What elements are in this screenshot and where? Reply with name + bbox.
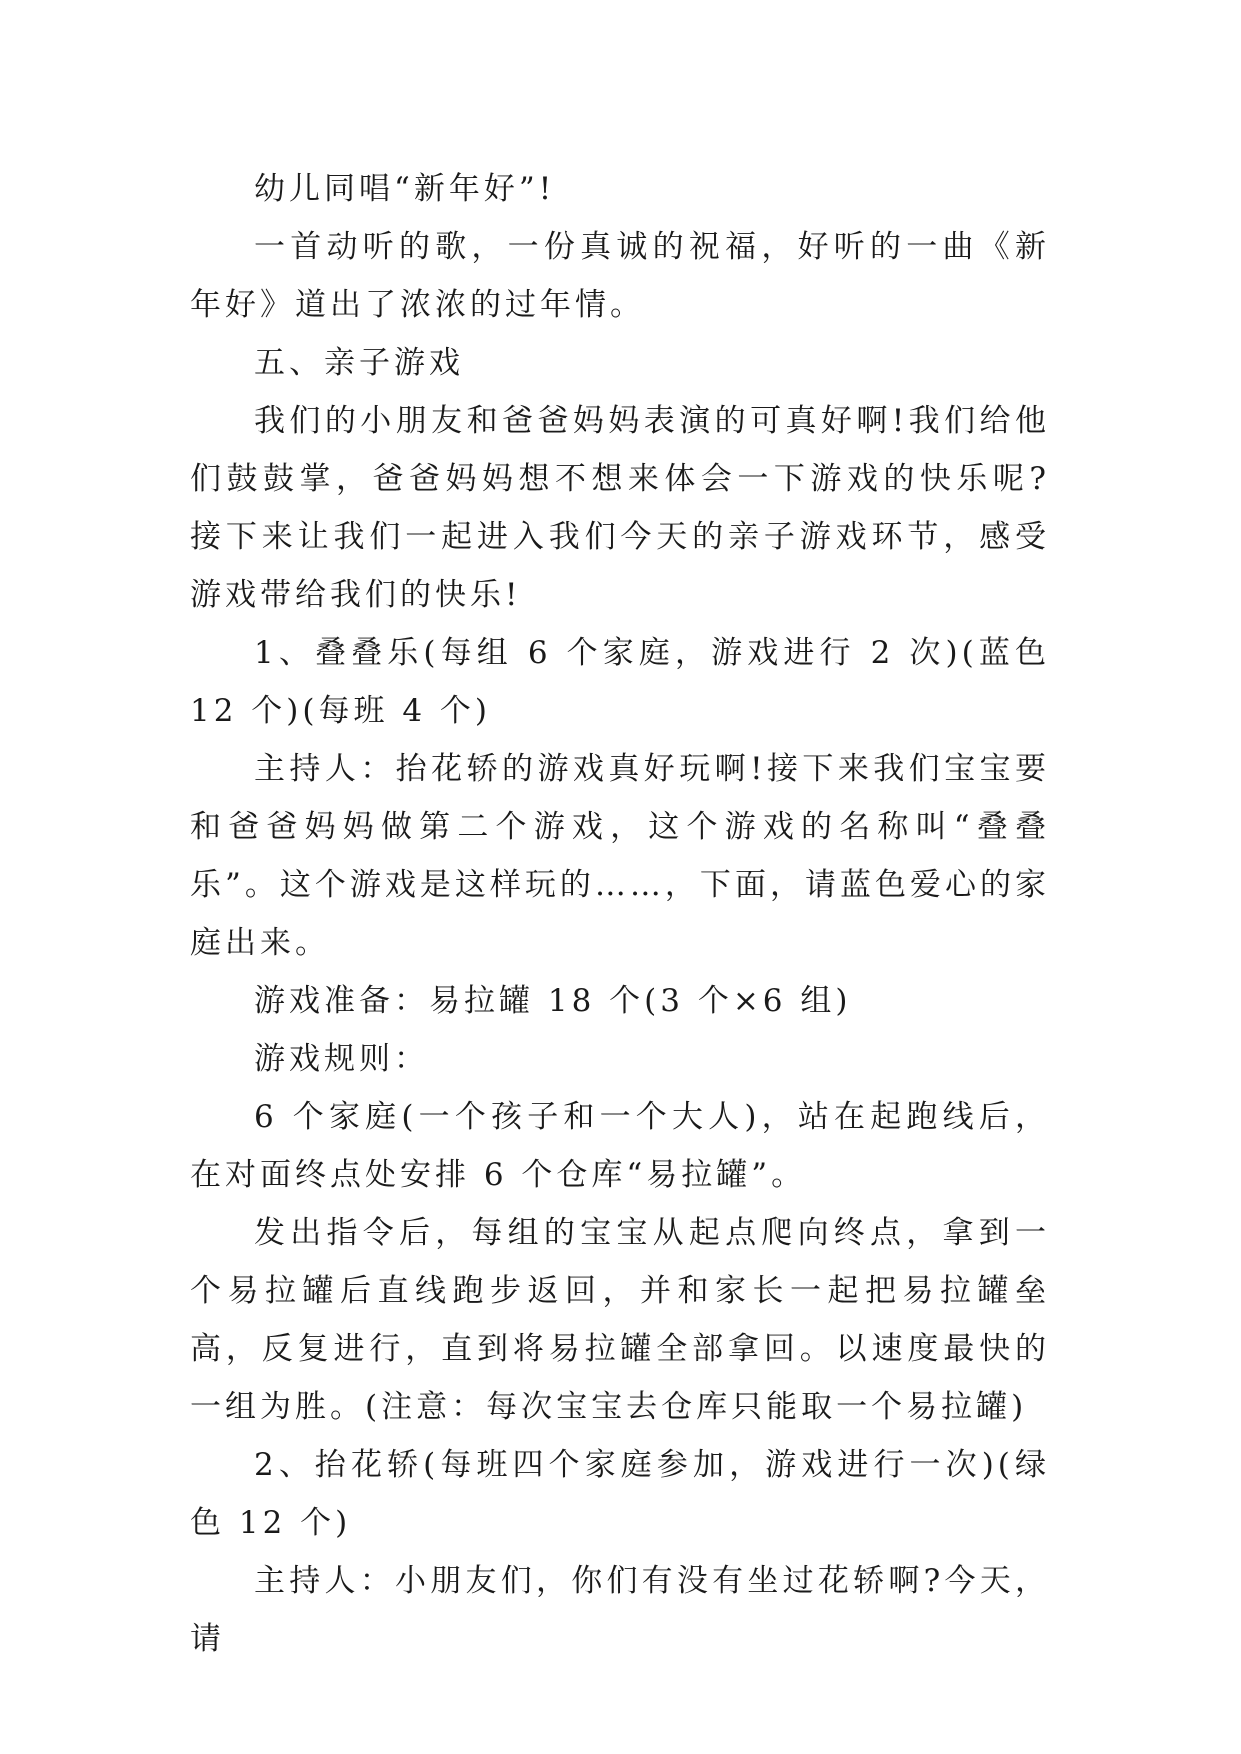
paragraph-games-intro: 我们的小朋友和爸爸妈妈表演的可真好啊!我们给他们鼓鼓掌，爸爸妈妈想不想来体会一下游戏的快乐呢?接下来让我们一起进入我们今天的亲子游戏环节，感受游戏带给我们的快乐! <box>190 403 1050 613</box>
paragraph-game-rules-label: 游戏规则： <box>254 1041 429 1077</box>
paragraph-host-game-2: 主持人：小朋友们，你们有没有坐过花轿啊?今天，请 <box>190 1563 1050 1657</box>
paragraph-host-game-1: 主持人：抬花轿的游戏真好玩啊!接下来我们宝宝要和爸爸妈妈做第二个游戏，这个游戏的名称叫“叠叠乐”。这个游戏是这样玩的……，下面，请蓝色爱心的家庭出来。 <box>190 751 1050 961</box>
document-body <box>190 160 1050 1668</box>
paragraph-song-title: 幼儿同唱“新年好”! <box>254 171 556 207</box>
paragraph-game-preparation: 游戏准备：易拉罐 18 个(3 个×6 组) <box>254 983 852 1019</box>
paragraph-game-rules-play: 发出指令后，每组的宝宝从起点爬向终点，拿到一个易拉罐后直线跑步返回，并和家长一起把易拉罐垒高，反复进行，直到将易拉罐全部拿回。以速度最快的一组为胜。(注意：每次宝宝去仓库只能取一个易拉罐) <box>190 1215 1050 1425</box>
game-2-heading: 2、抬花轿(每班四个家庭参加，游戏进行一次)(绿色 12 个) <box>190 1447 1050 1541</box>
game-1-heading: 1、叠叠乐(每组 6 个家庭，游戏进行 2 次)(蓝色 12 个)(每班 4 个) <box>190 635 1050 729</box>
paragraph-game-rules-setup: 6 个家庭(一个孩子和一个大人)，站在起跑线后，在对面终点处安排 6 个仓库“易拉罐”。 <box>190 1099 1050 1193</box>
paragraph-song-description: 一首动听的歌，一份真诚的祝福，好听的一曲《新年好》道出了浓浓的过年情。 <box>190 229 1050 323</box>
section-heading-parent-child-games: 五、亲子游戏 <box>254 345 464 381</box>
